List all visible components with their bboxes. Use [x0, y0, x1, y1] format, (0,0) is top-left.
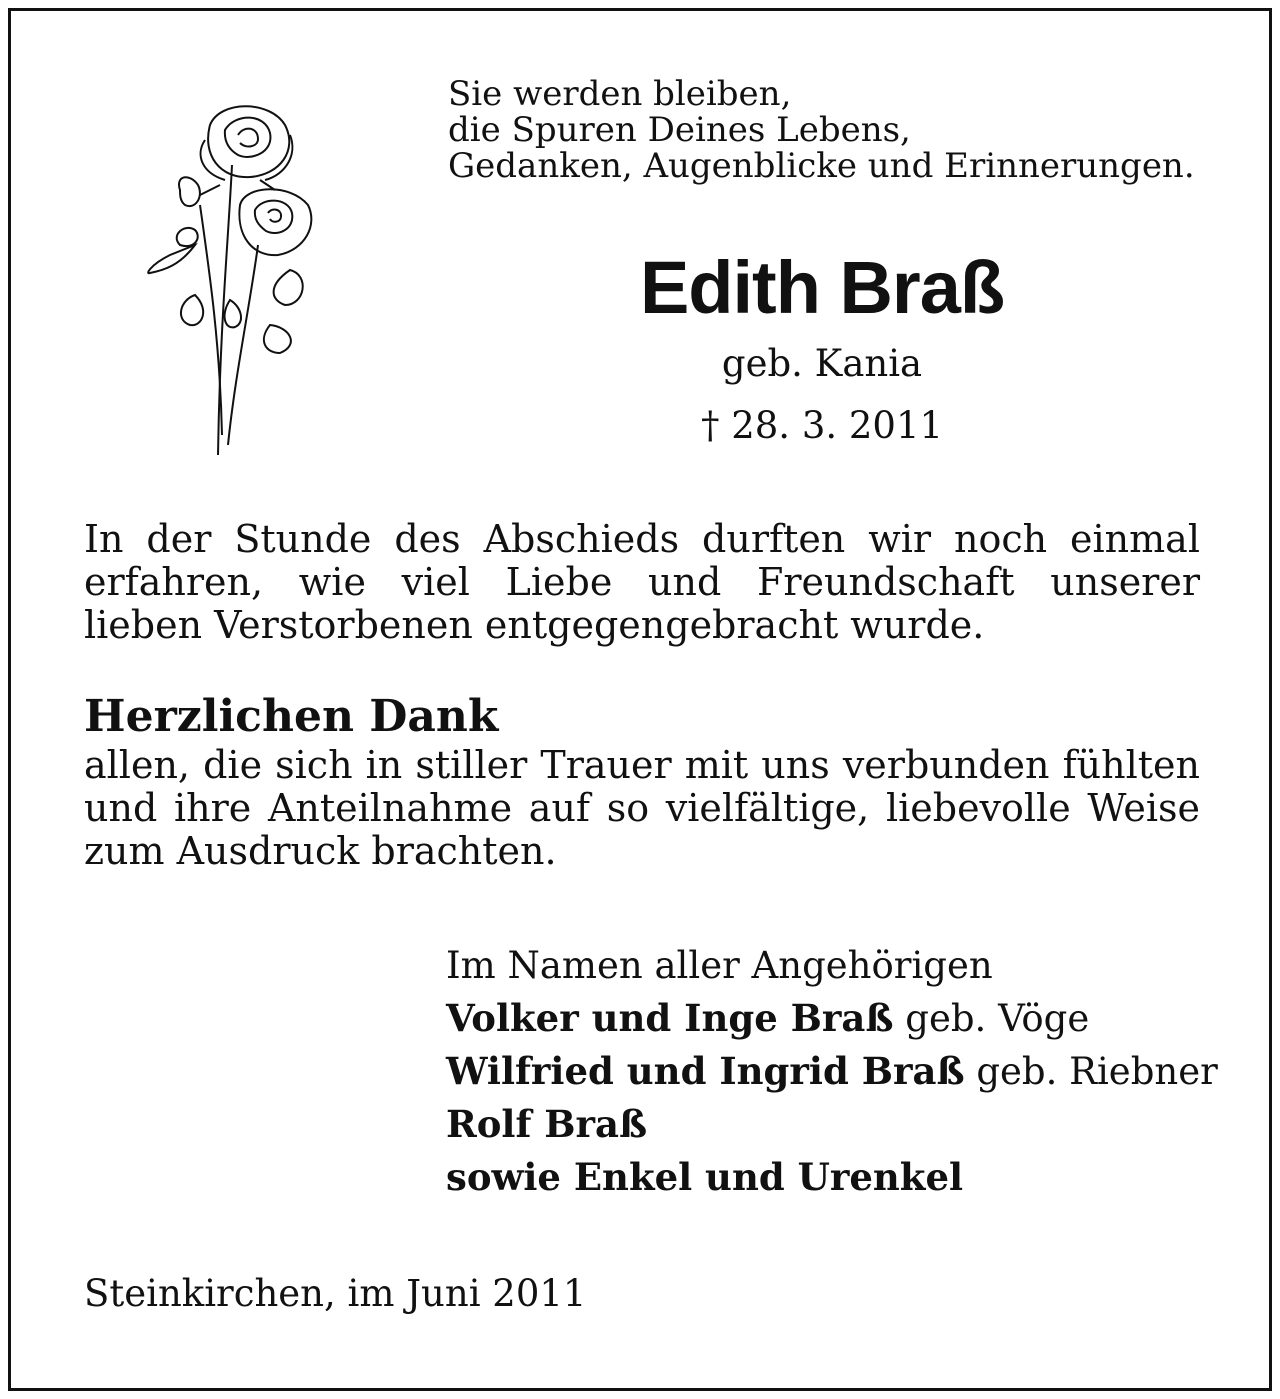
signer-line: [446, 1151, 1218, 1204]
signer-suffix: geb. Vöge: [893, 997, 1090, 1040]
signer-names: Wilfried und Ingrid Braß: [446, 1049, 965, 1093]
signer-names: sowie Enkel und Urenkel: [446, 1155, 964, 1199]
farewell-paragraph: [84, 518, 1200, 647]
place-date: Steinkirchen, im Juni 2011: [84, 1272, 587, 1315]
poem: [448, 76, 1195, 184]
thanks-text: [84, 744, 1200, 873]
paragraph-line: erfahren, wie viel Liebe und Freundschaft unserer: [84, 560, 1200, 604]
signer-names: Volker und Inge Braß: [446, 996, 894, 1040]
thanks-line: und ihre Anteilnahme auf so vielfältige, liebevolle Weise: [84, 786, 1200, 830]
thanks-line: allen, die sich in stiller Trauer mit uns verbunden fühlten: [84, 743, 1200, 787]
deceased-name: Edith Braß: [639, 246, 1005, 329]
signer-line: [446, 1045, 1218, 1098]
rose-illustration: [140, 95, 320, 460]
signers: [446, 940, 1218, 1204]
signer-line: [446, 992, 1218, 1045]
signer-suffix: geb. Riebner: [964, 1050, 1218, 1093]
poem-line: Sie werden bleiben,: [448, 74, 792, 114]
poem-line: Gedanken, Augenblicke und Erinnerungen.: [448, 146, 1195, 186]
thanks-line: zum Ausdruck brachten.: [84, 829, 557, 873]
thanks-heading: Herzlichen Dank: [84, 691, 499, 742]
death-date: † 28. 3. 2011: [700, 404, 944, 447]
signer-line: [446, 1098, 1218, 1151]
poem-line: die Spuren Deines Lebens,: [448, 110, 911, 150]
paragraph-line: lieben Verstorbenen entgegengebracht wurde.: [84, 603, 985, 647]
signer-names: Rolf Braß: [446, 1102, 648, 1146]
paragraph-line: In der Stunde des Abschieds durften wir noch einmal: [84, 517, 1200, 561]
signers-intro: Im Namen aller Angehörigen: [446, 944, 993, 987]
birth-name: geb. Kania: [721, 342, 923, 385]
